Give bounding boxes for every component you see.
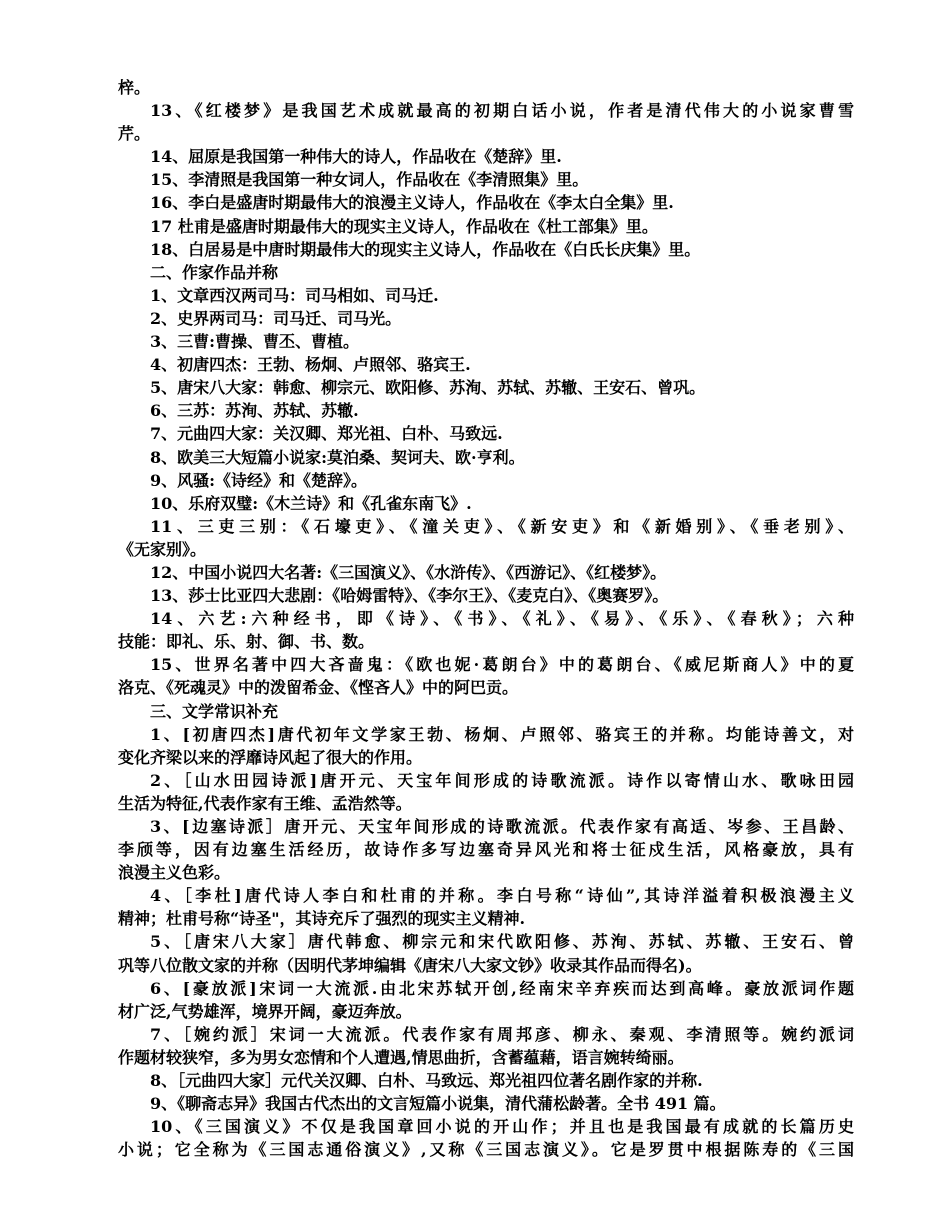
text-line: 洛克、《死魂灵》中的泼留希金、《悭吝人》中的阿巴贡。: [118, 678, 519, 698]
text-line: 1、[初唐四杰]唐代初年文学家王勃、杨炯、卢照邻、骆宾王的并称。均能诗善文，对: [150, 724, 854, 744]
text-line: 8、［元曲四大家］元代关汉卿、白朴、马致远、郑光祖四位著名剧作家的并称.: [150, 1071, 703, 1091]
text-line: 2、史界两司马：司马迁、司马光。: [150, 308, 402, 328]
text-line: 13、《红楼梦》是我国艺术成就最高的初期白话小说，作者是清代伟大的小说家曹雪: [150, 101, 854, 121]
text-line: 小说；它全称为《三国志通俗演义》,又称《三国志演义》。它是罗贯中根据陈寿的《三国: [118, 1140, 854, 1160]
text-line: 10、《三国演义》不仅是我国章回小说的开山作；并且也是我国最有成就的长篇历史: [150, 1117, 854, 1137]
text-line: 15、李清照是我国第一种女词人，作品收在《李清照集》里。: [150, 170, 589, 190]
text-line: 3、三曹:曹操、曹丕、曹植。: [150, 332, 360, 352]
text-line: 1、文章西汉两司马：司马相如、司马迁.: [150, 285, 439, 305]
text-line: 梓。: [118, 78, 151, 97]
text-line: 作题材较狭窄，多为男女恋情和个人遭遇,情思曲折，含蓄蕴藉，语言婉转绮丽。: [118, 1047, 684, 1067]
text-line: 13、莎士比亚四大悲剧：《哈姆雷特》、《李尔王》、《麦克白》、《奥赛罗》。: [150, 586, 669, 606]
text-line: 17 杜甫是盛唐时期最伟大的现实主义诗人，作品收在《杜工部集》里。: [150, 216, 658, 236]
text-line: 《无家别》。: [118, 539, 207, 559]
text-line: 李颀等，因有边塞生活经历，故诗作多写边塞奇异风光和将士征戍生活，风格豪放，具有: [118, 840, 854, 860]
text-line: 5、［唐宋八大家］唐代韩愈、柳宗元和宋代欧阳修、苏洵、苏轼、苏辙、王安石、曾: [150, 932, 854, 952]
text-line: 9、风骚:《诗经》和《楚辞》。: [150, 470, 368, 490]
text-line: 7、元曲四大家：关汉卿、郑光祖、白朴、马致远.: [150, 424, 503, 444]
text-line: 5、唐宋八大家：韩愈、柳宗元、欧阳修、苏洵、苏轼、苏辙、王安石、曾巩。: [150, 378, 706, 398]
text-line: 3、[边塞诗派］唐开元、天宝年间形成的诗歌流派。代表作家有高适、岑参、王昌龄、: [150, 817, 854, 836]
text-line: 7、［婉约派］宋词一大流派。代表作家有周邦彦、柳永、秦观、李清照等。婉约派词: [150, 1024, 854, 1044]
text-line: 16、李白是盛唐时期最伟大的浪漫主义诗人，作品收在《李太白全集》里.: [150, 193, 674, 213]
text-line: 14、六艺:六种经书，即《诗》、《书》、《礼》、《易》、《乐》、《春秋》；六种: [150, 609, 854, 629]
text-line: 14、屈原是我国第一种伟大的诗人，作品收在《楚辞》里.: [150, 147, 562, 167]
text-line: 2、［山水田园诗派]唐开元、天宝年间形成的诗歌流派。诗作以寄情山水、歌咏田园: [150, 770, 854, 790]
text-line: 变化齐梁以来的浮靡诗风起了很大的作用。: [118, 747, 423, 767]
text-line: 15、世界名著中四大吝啬鬼：《欧也妮·葛朗台》中的葛朗台、《威尼斯商人》中的夏: [150, 655, 854, 675]
text-line: 10、乐府双璧:《木兰诗》和《孔雀东南飞》.: [150, 493, 472, 513]
text-line: 精神；杜甫号称“诗圣"，其诗充斥了强烈的现实主义精神.: [118, 909, 526, 929]
text-line: 巩等八位散文家的并称（因明代茅坤编辑《唐宋八大家文钞》收录其作品而得名)。: [118, 955, 702, 975]
text-line: 技能：即礼、乐、射、御、书、数。: [118, 632, 375, 652]
text-line: 6、[豪放派]宋词一大流派.由北宋苏轼开创,经南宋辛弃疾而达到高峰。豪放派词作题: [150, 978, 854, 998]
text-line: 6、三苏：苏洵、苏轼、苏辙.: [150, 401, 359, 421]
text-line: 9、《聊斋志异》我国古代杰出的文言短篇小说集，清代蒲松龄著。全书 491 篇。: [150, 1094, 726, 1114]
text-line: 4、［李杜]唐代诗人李白和杜甫的并称。李白号称“诗仙”,其诗洋溢着积极浪漫主义: [150, 886, 854, 906]
text-line: 18、白居易是中唐时期最伟大的现实主义诗人，作品收在《白氏长庆集》里。: [150, 239, 701, 259]
text-line: 浪漫主义色彩。: [118, 863, 231, 883]
text-line: 材广泛,气势雄浑，境界开阔，豪迈奔放。: [118, 1001, 412, 1021]
text-line: 11、三吏三别：《石壕吏》、《潼关吏》、《新安吏》和《新婚别》、《垂老别》、: [150, 516, 854, 536]
text-line: 芹。: [118, 124, 151, 144]
text-line: 4、初唐四杰：王勃、杨炯、卢照邻、骆宾王.: [150, 355, 471, 375]
text-line: 三、文学常识补充: [150, 701, 279, 721]
text-line: 8、欧美三大短篇小说家:莫泊桑、契诃夫、欧·亨利。: [150, 447, 525, 467]
text-line: 二、作家作品并称: [150, 262, 279, 282]
text-line: 12、中国小说四大名著:《三国演义》、《水浒传》、《西游记》、《红楼梦》。: [150, 562, 667, 582]
text-line: 生活为特征,代表作家有王维、孟浩然等。: [118, 793, 412, 813]
